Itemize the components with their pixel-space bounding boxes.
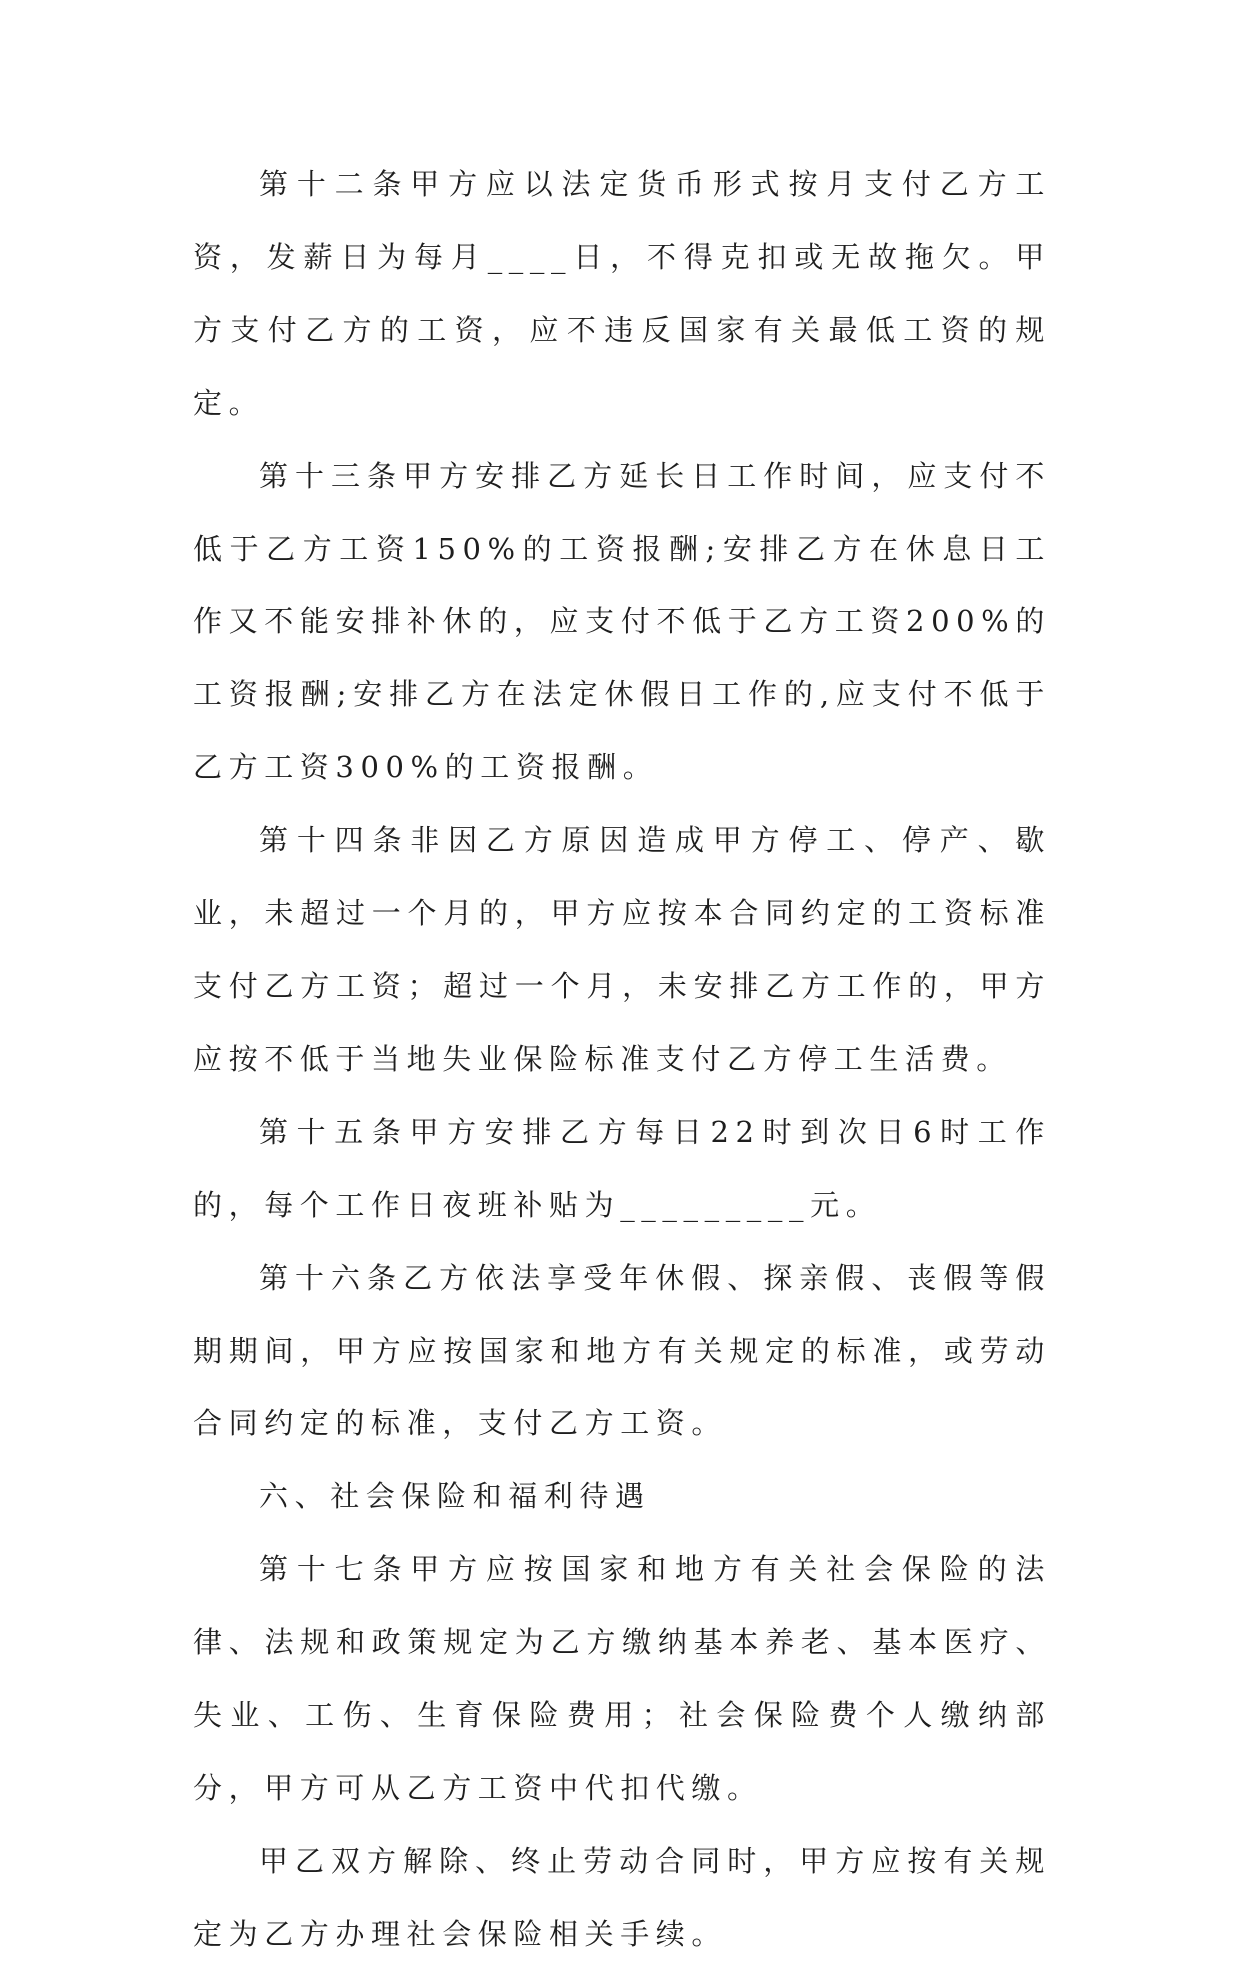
paragraph-article-16: 第十六条乙方依法享受年休假、探亲假、丧假等假期期间，甲方应按国家和地方有关规定的标准，或劳动合同约定的标准，支付乙方工资。: [193, 1260, 1051, 1441]
paragraph-article-15: 第十五条甲方安排乙方每日22时到次日6时工作的，每个工作日夜班补贴为_________元。: [193, 1114, 1051, 1222]
section-heading-social-insurance: 六、社会保险和福利待遇: [259, 1479, 651, 1514]
paragraph-article-13: 第十三条甲方安排乙方延长日工作时间，应支付不低于乙方工资150%的工资报酬;安排乙方在休息日工作又不能安排补休的，应支付不低于乙方工资200%的工资报酬;安排乙方在法定休假日工作的,应支付不低于乙方工资300%的工资报酬。: [193, 458, 1051, 785]
paragraph-termination-insurance: 甲乙双方解除、终止劳动合同时，甲方应按有关规定为乙方办理社会保险相关手续。: [193, 1843, 1051, 1951]
paragraph-article-12: 第十二条甲方应以法定货币形式按月支付乙方工资，发薪日为每月____日，不得克扣或无故拖欠。甲方支付乙方的工资，应不违反国家有关最低工资的规定。: [193, 167, 1051, 420]
document-page: [193, 148, 1051, 1971]
paragraph-article-14: 第十四条非因乙方原因造成甲方停工、停产、歇业，未超过一个月的，甲方应按本合同约定的工资标准支付乙方工资；超过一个月，未安排乙方工作的，甲方应按不低于当地失业保险标准支付乙方停工生活费。: [193, 823, 1051, 1076]
paragraph-article-17: 第十七条甲方应按国家和地方有关社会保险的法律、法规和政策规定为乙方缴纳基本养老、基本医疗、失业、工伤、生育保险费用；社会保险费个人缴纳部分，甲方可从乙方工资中代扣代缴。: [193, 1552, 1051, 1805]
